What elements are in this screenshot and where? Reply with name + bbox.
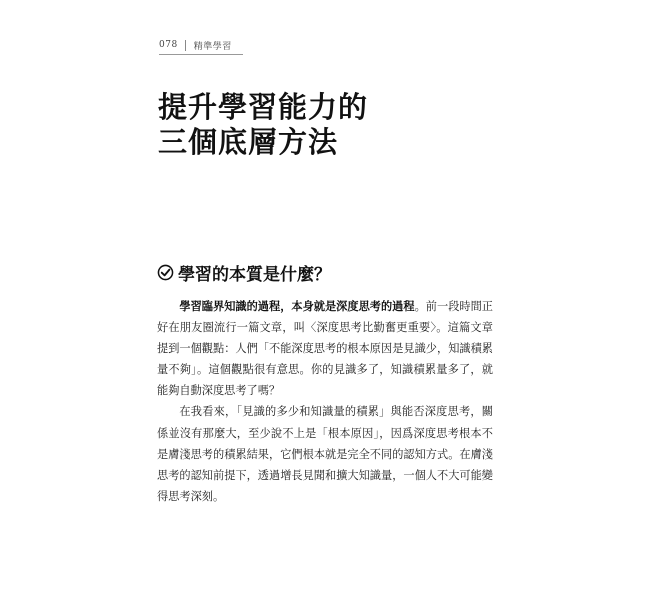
running-header bbox=[159, 38, 232, 52]
book-title: 精準學習 bbox=[193, 41, 232, 52]
paragraph-1-text: 。前一段時間正好在朋友圈流行一篇文章，叫〈深度思考比勤奮更重要〉。這篇文章提到一個觀點：人們「不能深度思考的根本原因是見識少，知識積累量不夠」。這個觀點很有意思。你的見識多了，知識積累量多了，就能夠自動深度思考了嗎？ bbox=[157, 300, 493, 398]
chapter-title-line-2: 三個底層方法 bbox=[158, 125, 339, 159]
body-text bbox=[157, 296, 493, 507]
chapter-title-line-1: 提升學習能力的 bbox=[158, 90, 369, 124]
header-separator bbox=[185, 40, 186, 51]
chapter-title bbox=[158, 90, 498, 160]
check-circle-icon bbox=[157, 264, 174, 281]
paragraph-1 bbox=[157, 296, 493, 401]
page-number: 078 bbox=[159, 40, 178, 50]
bold-lead: 學習臨界知識的過程，本身就是深度思考的過程 bbox=[179, 300, 415, 313]
paragraph-2: 在我看來，「見識的多少和知識量的積累」與能否深度思考，關係並沒有那麼大，至少說不上是「根本原因」，因爲深度思考根本不是膚淺思考的積累結果，它們根本就是完全不同的認知方式。在膚淺思考的認知前提下，透過增長見聞和擴大知識量，一個人不大可能變得思考深刻。 bbox=[157, 405, 493, 503]
header-rule bbox=[159, 54, 243, 55]
section-heading-text: 學習的本質是什麼？ bbox=[178, 265, 331, 285]
section-heading bbox=[157, 260, 331, 285]
